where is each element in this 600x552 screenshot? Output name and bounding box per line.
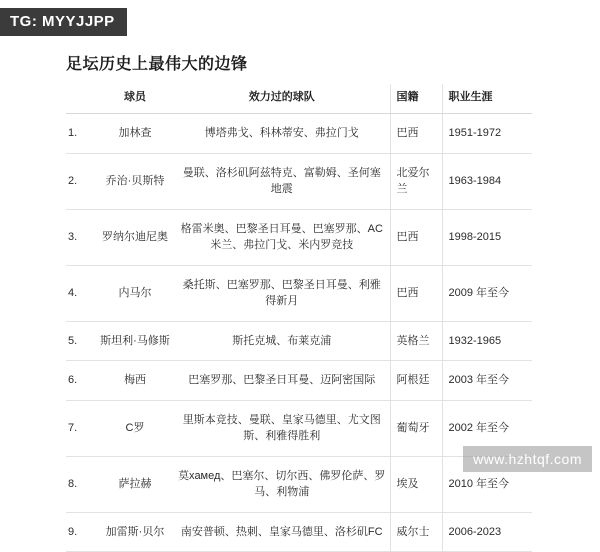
row-index: 6. [66, 361, 96, 401]
row-clubs: 斯托克城、布莱克浦 [174, 321, 390, 361]
telegram-handle-text: TG: MYYJJPP [10, 13, 115, 30]
table-row [66, 265, 532, 321]
row-nationality: 巴西 [390, 265, 442, 321]
watermark [463, 446, 592, 472]
row-clubs: 里斯本竞技、曼联、皇家马德里、尤文图斯、利雅得胜利 [174, 400, 390, 456]
row-index: 9. [66, 512, 96, 552]
row-nationality: 北爱尔兰 [390, 153, 442, 209]
row-index: 7. [66, 400, 96, 456]
row-player: 萨拉赫 [96, 456, 174, 512]
row-player: 加雷斯·贝尔 [96, 512, 174, 552]
table-row [66, 153, 532, 209]
row-player: 加林查 [96, 114, 174, 154]
row-player: 内马尔 [96, 265, 174, 321]
row-nationality: 英格兰 [390, 321, 442, 361]
row-clubs: 南安普顿、热刺、皇家马德里、洛杉矶FC [174, 512, 390, 552]
row-player: C罗 [96, 400, 174, 456]
table-header-row [66, 84, 532, 114]
row-career: 2003 年至今 [442, 361, 532, 401]
row-player: 斯坦利·马修斯 [96, 321, 174, 361]
row-nationality: 葡萄牙 [390, 400, 442, 456]
row-player: 罗纳尔迪尼奥 [96, 209, 174, 265]
table-row [66, 114, 532, 154]
row-career: 2006-2023 [442, 512, 532, 552]
column-header-index [66, 84, 96, 114]
column-header-career: 职业生涯 [442, 84, 532, 114]
table-row [66, 321, 532, 361]
page-title: 足坛历史上最伟大的边锋 [66, 56, 248, 73]
column-header-nationality: 国籍 [390, 84, 442, 114]
row-clubs: 博塔弗戈、科林蒂安、弗拉门戈 [174, 114, 390, 154]
watermark-text: www.hzhtqf.com [473, 451, 582, 467]
row-career: 2009 年至今 [442, 265, 532, 321]
telegram-handle-badge [0, 8, 127, 36]
row-clubs: 曼联、洛杉矶阿兹特克、富勒姆、圣何塞地震 [174, 153, 390, 209]
table-row [66, 209, 532, 265]
document-body [0, 42, 600, 538]
row-index: 3. [66, 209, 96, 265]
row-index: 2. [66, 153, 96, 209]
row-index: 4. [66, 265, 96, 321]
row-career: 1932-1965 [442, 321, 532, 361]
row-clubs: 格雷米奥、巴黎圣日耳曼、巴塞罗那、AC米兰、弗拉门戈、米内罗竞技 [174, 209, 390, 265]
row-career: 2002 年至今 [442, 400, 532, 456]
row-index: 8. [66, 456, 96, 512]
row-player: 梅西 [96, 361, 174, 401]
column-header-clubs: 效力过的球队 [174, 84, 390, 114]
row-career: 1951-1972 [442, 114, 532, 154]
row-index: 5. [66, 321, 96, 361]
row-nationality: 巴西 [390, 114, 442, 154]
table-row [66, 512, 532, 552]
row-career: 1963-1984 [442, 153, 532, 209]
row-nationality: 阿根廷 [390, 361, 442, 401]
greatest-wingers-table [66, 84, 532, 552]
table-row [66, 361, 532, 401]
row-nationality: 巴西 [390, 209, 442, 265]
row-player: 乔治·贝斯特 [96, 153, 174, 209]
row-clubs: 桑托斯、巴塞罗那、巴黎圣日耳曼、利雅得新月 [174, 265, 390, 321]
row-clubs: 巴塞罗那、巴黎圣日耳曼、迈阿密国际 [174, 361, 390, 401]
row-nationality: 威尔士 [390, 512, 442, 552]
column-header-player: 球员 [96, 84, 174, 114]
row-career: 1998-2015 [442, 209, 532, 265]
row-clubs: 莫хамед、巴塞尔、切尔西、佛罗伦萨、罗马、利物浦 [174, 456, 390, 512]
row-index: 1. [66, 114, 96, 154]
row-career: 2010 年至今 [442, 456, 532, 512]
row-nationality: 埃及 [390, 456, 442, 512]
